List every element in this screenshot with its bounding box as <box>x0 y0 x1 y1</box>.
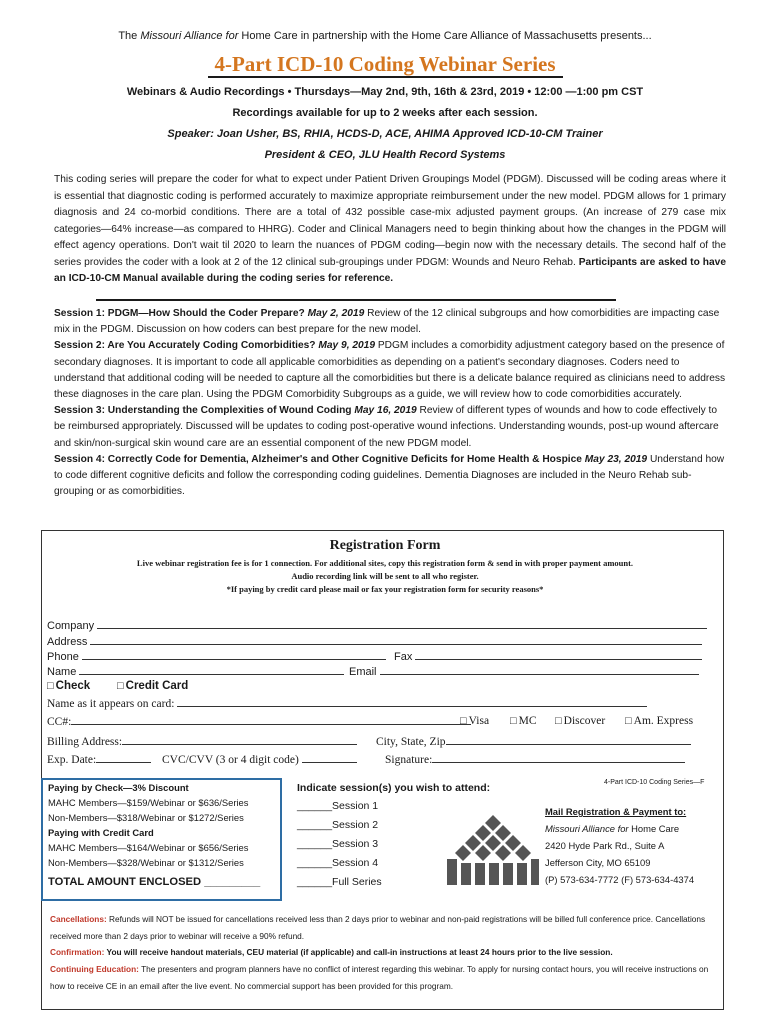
exp-date-field[interactable]: Exp. Date: <box>47 753 151 766</box>
confirmation-policy: Confirmation: You will receive handout materials, CEU material (if applicable) and call-in instructions at least 24 hours prior to the live session. <box>50 947 613 957</box>
registration-note-security: *If paying by credit card please mail or fax your registration form for security reasons* <box>226 584 544 594</box>
mc-option[interactable]: □ MC <box>510 715 537 727</box>
speaker-title: President & CEO, JLU Health Record Systems <box>264 149 506 161</box>
session-1: Session 1: PDGM—How Should the Coder Prepare? May 2, 2019 Review of the 12 clinical subgroups and how comorbidities are impacting case mix in the PDGM. Discussion on how coders can best prepare for the new model. <box>54 308 720 336</box>
city-state-zip-field[interactable]: City, State, Zip <box>376 735 691 748</box>
check-nonmember-price: Non-Members—$318/Webinar or $1272/Series <box>48 812 244 823</box>
intro-line: The Missouri Alliance for Home Care in partnership with the Home Care Alliance of Massachusetts presents... <box>118 30 652 42</box>
title-divider <box>208 76 563 78</box>
page-title: 4-Part ICD-10 Coding Webinar Series <box>214 52 556 76</box>
company-field[interactable]: Company <box>47 619 707 632</box>
session-4: Session 4: Correctly Code for Dementia, Alzheimer's and Other Cognitive Deficits for Home Health & Hospice May 23, 2019 Understand how to code different cognitive deficits and follow the corresponding coding guidelines. Dementia Diagnoses are included in the Neuro Rehab sub-grouping or as comorbidities. <box>54 453 725 498</box>
session-2-option[interactable]: ______Session 2 <box>297 819 379 831</box>
phone-field[interactable]: Phone <box>47 650 386 663</box>
registration-note-audio: Audio recording link will be sent to all who register. <box>291 571 479 581</box>
continuing-education-policy: Continuing Education: The presenters and program planners have no conflict of interest regarding this webinar. To apply for nursing contact hours, you will receive instructions on how to receive CE in an email after the live event. No commercial support has been provided for this program. <box>50 964 709 991</box>
registration-note-fee: Live webinar registration fee is for 1 connection. For additional sites, copy this registration form & send in with proper payment amount. <box>136 558 634 568</box>
mailing-address-2: Jefferson City, MO 65109 <box>545 857 651 868</box>
checkbox-icon[interactable]: □ <box>47 680 54 692</box>
cancellation-policy: Cancellations: Refunds will NOT be issued for cancellations received less than 2 days prior to webinar and non-paid registrations will be billed full conference price. Cancellations received more than 2 days prior to webinar will receive a 90% refund. <box>50 914 706 941</box>
cc-number-field[interactable]: CC#: <box>47 715 471 728</box>
check-option[interactable]: □ Check <box>47 680 91 692</box>
cc-member-price: MAHC Members—$164/Webinar or $656/Series <box>48 842 249 853</box>
full-series-option[interactable]: ______Full Series <box>297 876 382 888</box>
mailing-org: Missouri Alliance for Home Care <box>545 823 680 834</box>
section-divider <box>96 299 616 301</box>
check-member-price: MAHC Members—$159/Webinar or $636/Series <box>48 797 249 808</box>
name-field[interactable]: Name <box>47 665 344 678</box>
checkbox-icon[interactable]: □ <box>460 715 467 727</box>
email-field[interactable]: Email <box>349 665 699 678</box>
cc-pricing-header: Paying with Credit Card <box>48 827 154 838</box>
amex-option[interactable]: □ Am. Express <box>625 715 694 727</box>
schedule-line: Webinars & Audio Recordings • Thursdays—May 2nd, 9th, 16th & 23rd, 2019 • 12:00 —1:00 pm CST <box>126 86 644 98</box>
checkbox-icon[interactable]: □ <box>625 715 632 727</box>
speaker-line: Speaker: Joan Usher, BS, RHIA, HCDS-D, ACE, AHIMA Approved ICD-10-CM Trainer <box>167 128 603 140</box>
name-on-card-field[interactable]: Name as it appears on card: <box>47 697 647 710</box>
discover-option[interactable]: □ Discover <box>555 715 606 727</box>
cvc-field[interactable]: CVC/CVV (3 or 4 digit code) <box>162 753 357 766</box>
signature-field[interactable]: Signature: <box>385 753 685 766</box>
sessions-list <box>54 306 729 500</box>
checkbox-icon[interactable]: □ <box>117 680 124 692</box>
address-field[interactable]: Address <box>47 635 702 648</box>
fax-field[interactable]: Fax <box>394 650 702 663</box>
session-1-option[interactable]: ______Session 1 <box>297 800 379 812</box>
checkbox-icon[interactable]: □ <box>510 715 517 727</box>
session-3-option[interactable]: ______Session 3 <box>297 838 379 850</box>
registration-title: Registration Form <box>329 538 441 553</box>
cc-nonmember-price: Non-Members—$328/Webinar or $1312/Series <box>48 857 244 868</box>
checkbox-icon[interactable]: □ <box>555 715 562 727</box>
recordings-line: Recordings available for up to 2 weeks after each session. <box>232 107 538 119</box>
check-pricing-header: Paying by Check—3% Discount <box>48 782 189 793</box>
credit-card-option[interactable]: □ Credit Card <box>117 680 189 692</box>
mailing-address-1: 2420 Hyde Park Rd., Suite A <box>545 840 665 851</box>
mailing-header: Mail Registration & Payment to: <box>545 806 687 817</box>
session-3: Session 3: Understanding the Complexities of Wound Coding May 16, 2019 Review of different types of wounds and how to code effectively to be reimbursed appropriately. Discussed will be updates to coding post-operative wound infections. Understanding wounds, post-up wound aftercare and skin/non-surgical skin wound care are an essential component of the new PDGM model. <box>54 405 719 449</box>
mailing-phone-fax: (P) 573-634-7772 (F) 573-634-4374 <box>545 874 695 885</box>
session-4-option[interactable]: ______Session 4 <box>297 857 379 869</box>
session-2: Session 2: Are You Accurately Coding Comorbidities? May 9, 2019 PDGM includes a comorbidity adjustment category based on the presence of secondary diagnoses. It is important to code all applicable comorbidities as depending on a patient's secondary diagnoses. Coders need to understand that additional coding will be needed to capture all the comorbidities but there is a delicate balance required as clinicians need to address these diagnoses in the care plan. Using the PDGM Comorbidity Subgroups as a guide, we will review how to code comorbidities accurately. <box>54 340 726 401</box>
alliance-logo-icon <box>443 815 543 885</box>
billing-address-field[interactable]: Billing Address: <box>47 735 357 748</box>
corner-label: 4-Part ICD-10 Coding Series—F <box>604 779 705 786</box>
session-select-header: Indicate session(s) you wish to attend: <box>297 782 491 794</box>
total-amount-field[interactable]: TOTAL AMOUNT ENCLOSED _________ <box>48 876 261 888</box>
visa-option[interactable]: □ Visa <box>460 715 490 727</box>
description-paragraph: This coding series will prepare the coder for what to expect under Patient Driven Groupings Model (PDGM). Discussed will be coding areas where it is essential that diagnostic coding is performed accurately to maximize appropriate reimbursement under the new model. PDGM allows for 1 primary diagnosis and 24 co-morbid conditions. There are a total of 432 possible case-mix adjusted payment groups. (An increase of 279 case mix categories—64% increase—as compared to HHRG). Coder and Clinical Managers need to begin thinking about how the changes in the PDGM will effect agency operations. Don't wait til 2020 to learn the nuances of PDGM coding—begin now with the necessary details. The second half of the series provides the coder with a look at 2 of the 12 clinical sub-groupings under PDGM: Wounds and Neuro Rehab. Participants are asked to have an ICD-10-CM Manual available during the coding series for reference. <box>54 174 726 284</box>
